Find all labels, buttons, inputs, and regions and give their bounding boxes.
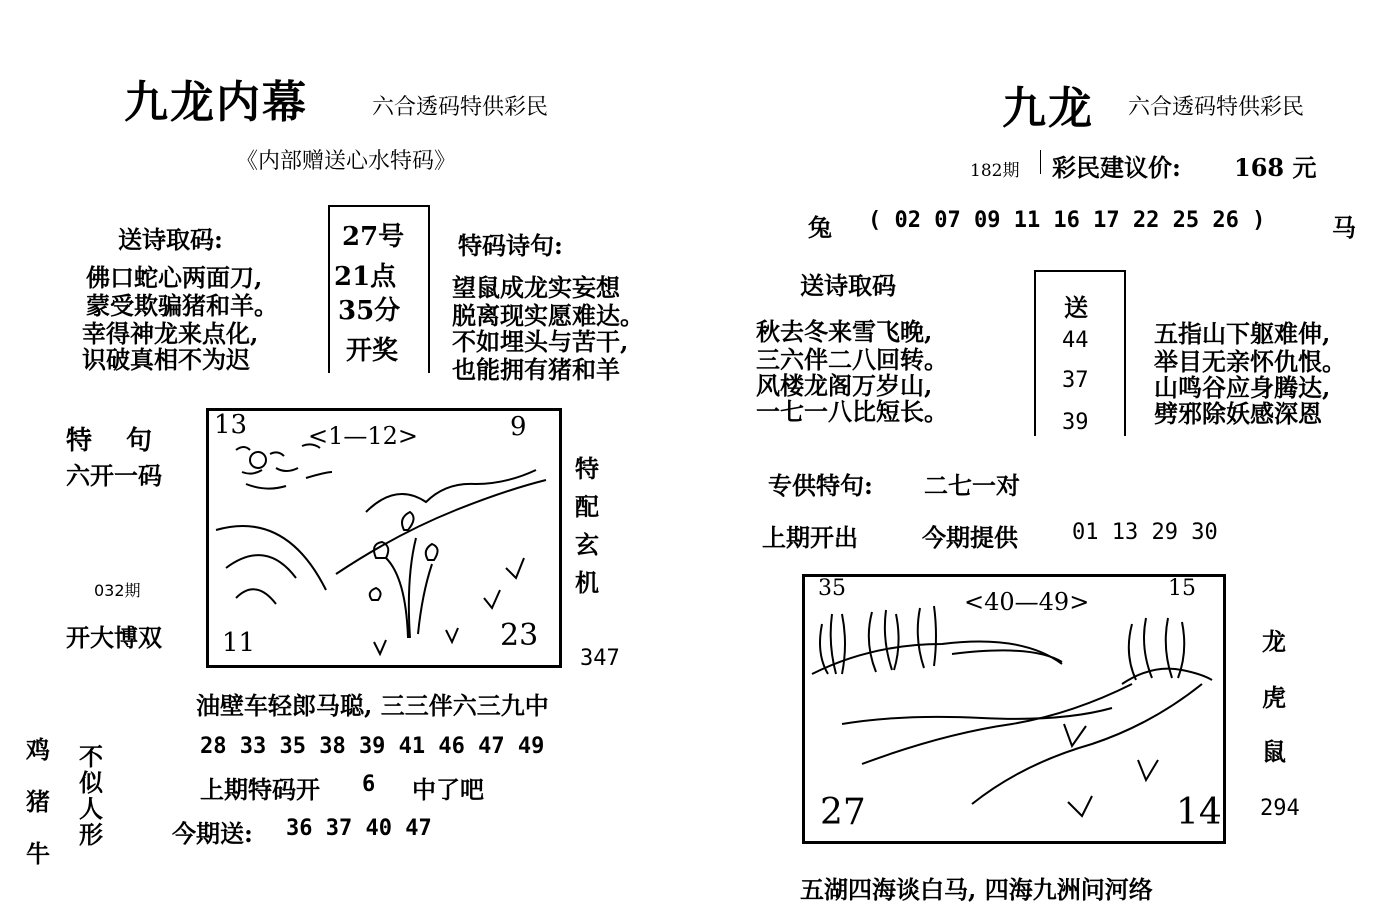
right-poem2-line-1: 五指山下躯难伸, [1154, 319, 1331, 348]
left-animal-2: 猪 [26, 787, 50, 816]
left-draw-divider-left [328, 205, 330, 373]
left-issue: 032期 [94, 581, 141, 600]
left-sketch-tr: 9 [510, 412, 527, 442]
left-draw-minute: 35分 [338, 296, 401, 326]
left-sketch-range: <1—12> [308, 422, 419, 450]
right-subtitle: 六合透码特供彩民 [1128, 95, 1305, 120]
right-box-label: 送 [1064, 293, 1088, 322]
left-hit: 中了吧 [412, 775, 484, 804]
left-draw-divider-top [328, 205, 428, 207]
left-sketch-tl: 13 [214, 410, 248, 440]
left-sketch-br: 23 [500, 618, 539, 653]
right-poem2-line-2: 举目无亲怀仇恨。 [1154, 347, 1346, 376]
right-poem-line-2: 三六伴二八回转。 [756, 345, 948, 374]
right-issue: 182期 [970, 161, 1020, 181]
left-poem-line-4: 识破真相不为迟 [82, 345, 250, 374]
left-numbers: 28 33 35 38 39 41 46 47 49 [200, 734, 545, 759]
left-sketch-bl: 11 [222, 628, 256, 658]
right-box-num-3: 39 [1062, 410, 1089, 435]
right-this-nums: 01 13 29 30 [1072, 520, 1218, 545]
right-poem-line-4: 一七一八比短长。 [756, 397, 948, 426]
left-verse: 油壁车轻郎马聪, 三三伴六三九中 [196, 691, 549, 720]
left-right-number: 347 [580, 646, 620, 671]
right-animal-list: ( 02 07 09 11 16 17 22 25 26 ) [868, 208, 1266, 233]
right-poem2-line-4: 劈邪除妖感深恩 [1154, 399, 1322, 428]
right-poem-line-1: 秋去冬来雪飞晚, [756, 317, 933, 346]
left-poem-line-3: 幸得神龙来点化, [82, 319, 259, 348]
left-animal-1: 鸡 [26, 735, 50, 764]
left-special-phrase: 六开一码 [66, 461, 162, 490]
left-right-vertical: 特配玄机 [575, 454, 599, 597]
right-sketch-bl: 27 [820, 792, 866, 833]
right-sketch-range: <40—49> [964, 588, 1090, 616]
right-animal-start: 兔 [808, 213, 832, 242]
right-box-right [1124, 270, 1126, 436]
left-gift-line: 《内部赠送心水特码》 [236, 149, 457, 174]
right-special-value: 二七一对 [924, 471, 1020, 500]
right-special-label: 专供特句: [768, 471, 873, 500]
right-sketch-tr: 15 [1168, 576, 1196, 601]
right-poem2-line-3: 山鸣谷应身腾达, [1154, 373, 1331, 402]
left-special-poem-1: 望鼠成龙实妄想 [452, 273, 620, 302]
left-special-poem-4: 也能拥有猪和羊 [452, 355, 620, 384]
left-animal-3: 牛 [26, 839, 50, 868]
right-this-label: 今期提供 [922, 523, 1018, 552]
left-last-period-num: 6 [362, 772, 376, 797]
right-box-num-2: 37 [1062, 368, 1089, 393]
left-poem-label: 送诗取码: [118, 225, 223, 254]
left-this-period-label: 今期送: [172, 819, 253, 848]
left-not-like-vertical: 不似人形 [79, 742, 103, 849]
right-price: 168 元 [1234, 153, 1317, 182]
left-subtitle: 六合透码特供彩民 [372, 95, 549, 120]
right-side-number: 294 [1260, 796, 1300, 821]
right-side-vertical-3: 鼠 [1262, 737, 1286, 766]
left-poem-line-1: 佛口蛇心两面刀, [86, 263, 263, 292]
right-box-top [1034, 270, 1126, 272]
right-side-vertical-1: 龙 [1262, 627, 1286, 656]
right-sketch-tl: 35 [818, 576, 846, 601]
left-special-phrase-label: 特 句 [66, 426, 157, 456]
right-sketch-br: 14 [1176, 792, 1222, 833]
right-side-vertical-2: 虎 [1262, 683, 1286, 712]
left-special-poem-2: 脱离现实愿难达。 [452, 301, 644, 330]
right-issue-divider [1040, 150, 1041, 174]
right-price-label: 彩民建议价: [1052, 153, 1181, 182]
left-special-poem-label: 特码诗句: [458, 231, 563, 260]
right-box-num-1: 44 [1062, 328, 1089, 353]
left-last-period: 上期特码开 [200, 775, 320, 804]
right-poem-line-3: 风楼龙阁万岁山, [756, 371, 933, 400]
right-poem-label: 送诗取码 [800, 271, 896, 300]
right-animal-end: 马 [1332, 213, 1356, 242]
right-title: 九龙 [1002, 83, 1094, 134]
left-draw-divider-right [428, 205, 430, 373]
left-special-poem-3: 不如埋头与苦干, [452, 327, 629, 356]
right-footer: 五湖四海谈白马, 四海九洲问河络 [800, 875, 1153, 904]
left-draw-hour: 21点 [334, 262, 397, 292]
left-draw-open: 开奖 [346, 336, 399, 366]
left-poem-line-2: 蒙受欺骗猪和羊。 [86, 291, 278, 320]
left-this-period-nums: 36 37 40 47 [286, 816, 432, 841]
left-title: 九龙内幕 [124, 77, 308, 128]
left-open-big: 开大博双 [66, 623, 162, 652]
right-last-label: 上期开出 [762, 523, 858, 552]
right-box-left [1034, 270, 1036, 436]
left-draw-date: 27号 [342, 222, 405, 252]
